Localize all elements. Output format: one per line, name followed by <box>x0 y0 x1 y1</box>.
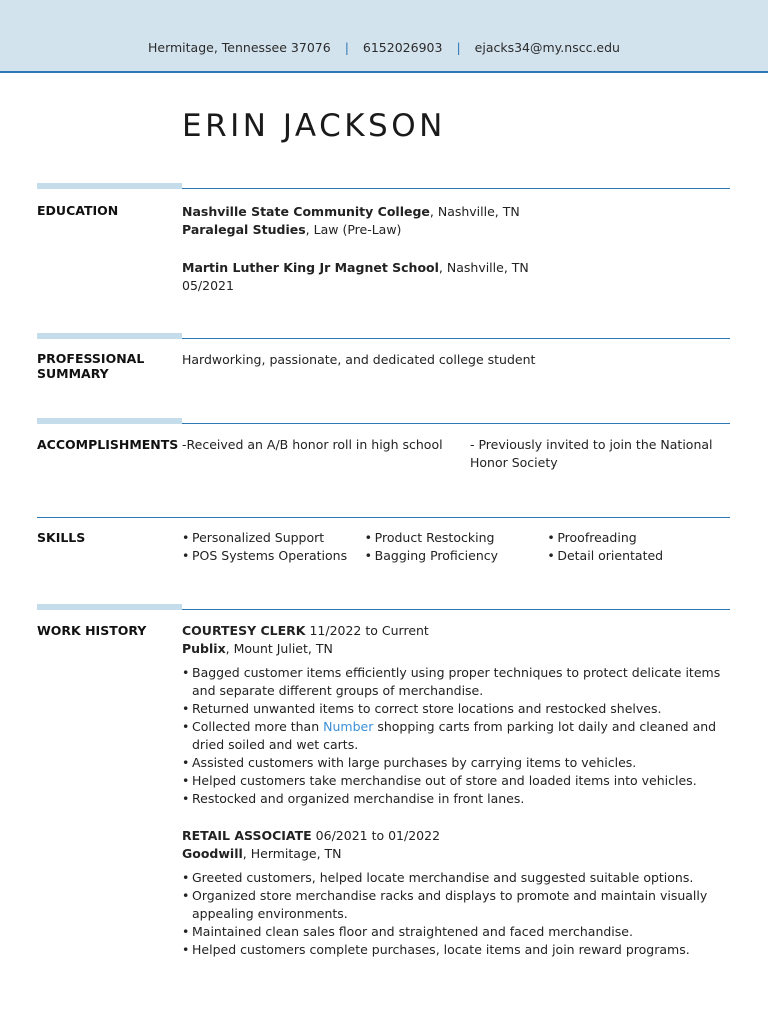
school-name: Nashville State Community College <box>182 204 430 219</box>
job-heading <box>182 622 730 640</box>
job-bullets <box>182 664 730 808</box>
contact-email: ejacks34@my.nscc.edu <box>474 40 620 55</box>
contact-phone: 6152026903 <box>362 40 443 55</box>
accomplishment-item: -Received an A/B honor roll in high school <box>182 437 443 452</box>
section-tab <box>37 604 182 610</box>
job-bullet: • Maintained clean sales floor and straightened and faced merchandise. <box>182 923 730 941</box>
placeholder-link[interactable]: Number <box>323 719 374 734</box>
section-tab <box>37 333 182 339</box>
skill-item: • POS Systems Operations <box>182 547 365 565</box>
job-role: COURTESY CLERK <box>182 623 306 638</box>
job-employer-line <box>182 845 730 863</box>
section-rule <box>182 609 730 610</box>
work-body <box>182 622 730 959</box>
job-bullet: • Restocked and organized merchandise in front lanes. <box>182 790 730 808</box>
job-dates: 11/2022 to Current <box>305 623 429 638</box>
accomplishments-body <box>182 436 730 472</box>
skill-item: • Proofreading <box>547 529 730 547</box>
job-location: , Mount Juliet, TN <box>225 641 333 656</box>
job-bullet: • Returned unwanted items to correct store locations and restocked shelves. <box>182 700 730 718</box>
job-bullet: • Helped customers take merchandise out of store and loaded items into vehicles. <box>182 772 730 790</box>
job-bullet-text: shopping carts from parking lot daily and cleaned and dried soiled and wet carts. <box>192 719 717 752</box>
skills-column <box>547 529 730 565</box>
job-employer: Publix <box>182 641 226 656</box>
education-date: 05/2021 <box>182 278 234 293</box>
school-location: , Nashville, TN <box>429 204 520 219</box>
contact-line <box>0 40 768 55</box>
section-rule <box>37 517 730 518</box>
contact-address: Hermitage, Tennessee 37076 <box>148 40 331 55</box>
section-title-line: SUMMARY <box>37 366 109 381</box>
section-title <box>37 351 177 381</box>
job-bullet: • Helped customers complete purchases, locate items and join reward programs. <box>182 941 730 959</box>
education-body <box>182 203 730 295</box>
section-tab <box>37 183 182 189</box>
skills-column <box>182 529 365 565</box>
job-bullet: • Organized store merchandise racks and displays to promote and maintain visually appealing environments. <box>182 887 730 923</box>
section-rule <box>182 423 730 424</box>
education-entry <box>182 259 730 277</box>
job-bullet: • Greeted customers, helped locate merchandise and suggested suitable options. <box>182 869 730 887</box>
job-dates: 06/2021 to 01/2022 <box>311 828 441 843</box>
header-band <box>0 0 768 73</box>
education-program <box>182 221 730 239</box>
job-heading <box>182 827 730 845</box>
section-title: ACCOMPLISHMENTS <box>37 437 179 452</box>
job-bullet: • Bagged customer items efficiently using proper techniques to protect delicate items and separate different groups of merchandise. <box>182 664 730 700</box>
school-location: , Nashville, TN <box>438 260 529 275</box>
job-employer: Goodwill <box>182 846 243 861</box>
section-tab <box>37 418 182 424</box>
job-bullets <box>182 869 730 959</box>
contact-separator: | <box>344 40 349 55</box>
job-employer-line <box>182 640 730 658</box>
section-title: WORK HISTORY <box>37 623 147 638</box>
job-role: RETAIL ASSOCIATE <box>182 828 312 843</box>
accomplishment-item: - Previously invited to join the National Honor Society <box>470 437 713 470</box>
school-name: Martin Luther King Jr Magnet School <box>182 260 439 275</box>
program-detail: , Law (Pre-Law) <box>305 222 402 237</box>
education-entry <box>182 203 730 221</box>
skill-item: • Bagging Proficiency <box>365 547 548 565</box>
section-title-line: PROFESSIONAL <box>37 351 145 366</box>
skills-body <box>182 529 730 565</box>
job-location: , Hermitage, TN <box>242 846 342 861</box>
section-rule <box>182 338 730 339</box>
candidate-name: ERIN JACKSON <box>182 108 446 144</box>
section-title: SKILLS <box>37 530 86 545</box>
job-bullet: • Assisted customers with large purchases by carrying items to vehicles. <box>182 754 730 772</box>
section-title: EDUCATION <box>37 203 119 218</box>
program-name: Paralegal Studies <box>182 222 306 237</box>
job-bullet <box>182 718 730 754</box>
contact-separator: | <box>456 40 461 55</box>
summary-text: Hardworking, passionate, and dedicated college student <box>182 352 536 367</box>
job-bullet-text: Collected more than <box>192 719 324 734</box>
skill-item: • Personalized Support <box>182 529 365 547</box>
skills-column <box>365 529 548 565</box>
skill-item: • Detail orientated <box>547 547 730 565</box>
section-rule <box>182 188 730 189</box>
skill-item: • Product Restocking <box>365 529 548 547</box>
